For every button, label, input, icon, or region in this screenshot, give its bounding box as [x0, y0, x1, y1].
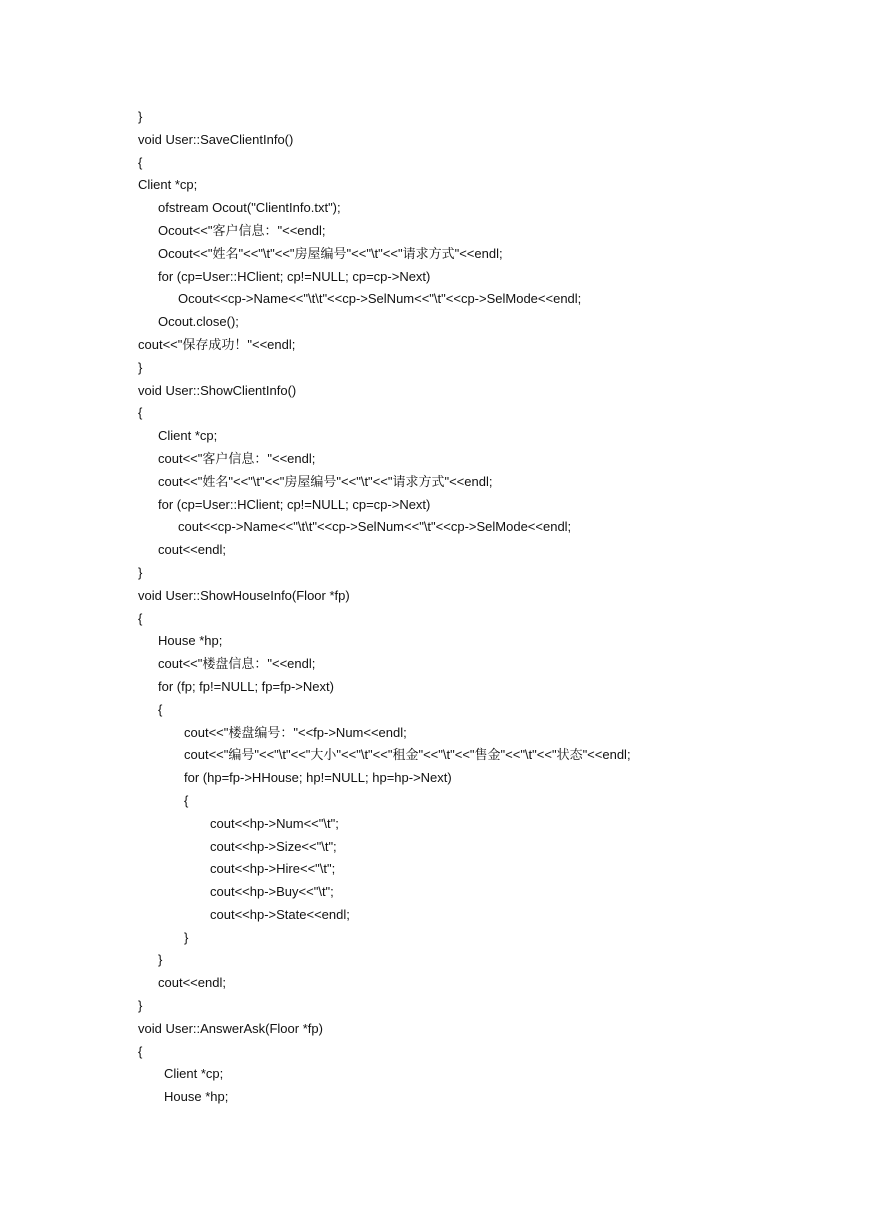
code-line: cout<<hp->Size<<"\t"; — [210, 838, 337, 854]
code-line: Client *cp; — [158, 428, 218, 444]
code-line: } — [184, 929, 189, 945]
code-line: cout<<hp->State<<endl; — [210, 906, 350, 922]
code-line: } — [138, 109, 143, 124]
code-line: } — [138, 564, 143, 580]
code-line: cout<<"楼盘编号："<<fp->Num<<endl; — [184, 724, 407, 740]
code-line: cout<<"编号"<<"\t"<<"大小"<<"\t"<<"租金"<<"\t"<<"售金"<<"\t"<<"状态"<<endl; — [184, 747, 631, 763]
code-line: for (hp=fp->HHouse; hp!=NULL; hp=hp->Next) — [184, 770, 452, 786]
code-line: Client *cp; — [164, 1066, 224, 1082]
code-line: House *hp; — [158, 633, 223, 649]
code-line: } — [138, 998, 143, 1014]
code-listing — [138, 106, 838, 1109]
code-line: House *hp; — [164, 1089, 229, 1105]
code-line: ofstream Ocout("ClientInfo.txt"); — [158, 200, 341, 216]
code-line: for (cp=User::HClient; cp!=NULL; cp=cp->Next) — [158, 496, 431, 512]
code-line: Client *cp; — [138, 177, 198, 193]
code-line: cout<<"保存成功！"<<endl; — [138, 336, 296, 352]
code-line: Ocout<<cp->Name<<"\t\t"<<cp->SelNum<<"\t"<<cp->SelMode<<endl; — [178, 291, 582, 307]
code-line: cout<<endl; — [158, 975, 226, 991]
code-line: { — [138, 405, 143, 421]
code-line: cout<<"客户信息："<<endl; — [158, 450, 316, 466]
code-line: cout<<"楼盘信息："<<endl; — [158, 656, 316, 672]
code-line: for (cp=User::HClient; cp!=NULL; cp=cp->Next) — [158, 268, 431, 284]
code-line: for (fp; fp!=NULL; fp=fp->Next) — [158, 678, 334, 694]
code-line: void User::AnswerAsk(Floor *fp) — [138, 1020, 323, 1036]
code-line: { — [138, 1043, 143, 1059]
code-line: { — [138, 610, 143, 626]
code-line: } — [158, 952, 163, 968]
code-line: { — [138, 154, 143, 170]
code-line: cout<<hp->Hire<<"\t"; — [210, 861, 336, 877]
code-line: Ocout<<"姓名"<<"\t"<<"房屋编号"<<"\t"<<"请求方式"<<endl; — [158, 245, 503, 261]
code-line: Ocout.close(); — [158, 314, 239, 330]
code-line: void User::ShowClientInfo() — [138, 382, 297, 398]
code-line: } — [138, 359, 143, 375]
code-line: cout<<hp->Num<<"\t"; — [210, 815, 339, 831]
code-line: void User::ShowHouseInfo(Floor *fp) — [138, 587, 350, 603]
code-line: cout<<endl; — [158, 542, 226, 558]
code-line: void User::SaveClientInfo() — [138, 131, 294, 147]
code-line: { — [158, 701, 163, 717]
code-line: cout<<"姓名"<<"\t"<<"房屋编号"<<"\t"<<"请求方式"<<endl; — [158, 473, 493, 489]
code-line: cout<<hp->Buy<<"\t"; — [210, 884, 334, 900]
code-line: cout<<cp->Name<<"\t\t"<<cp->SelNum<<"\t"<<cp->SelMode<<endl; — [178, 519, 572, 535]
code-line: Ocout<<"客户信息："<<endl; — [158, 222, 326, 238]
code-line: { — [184, 792, 189, 808]
